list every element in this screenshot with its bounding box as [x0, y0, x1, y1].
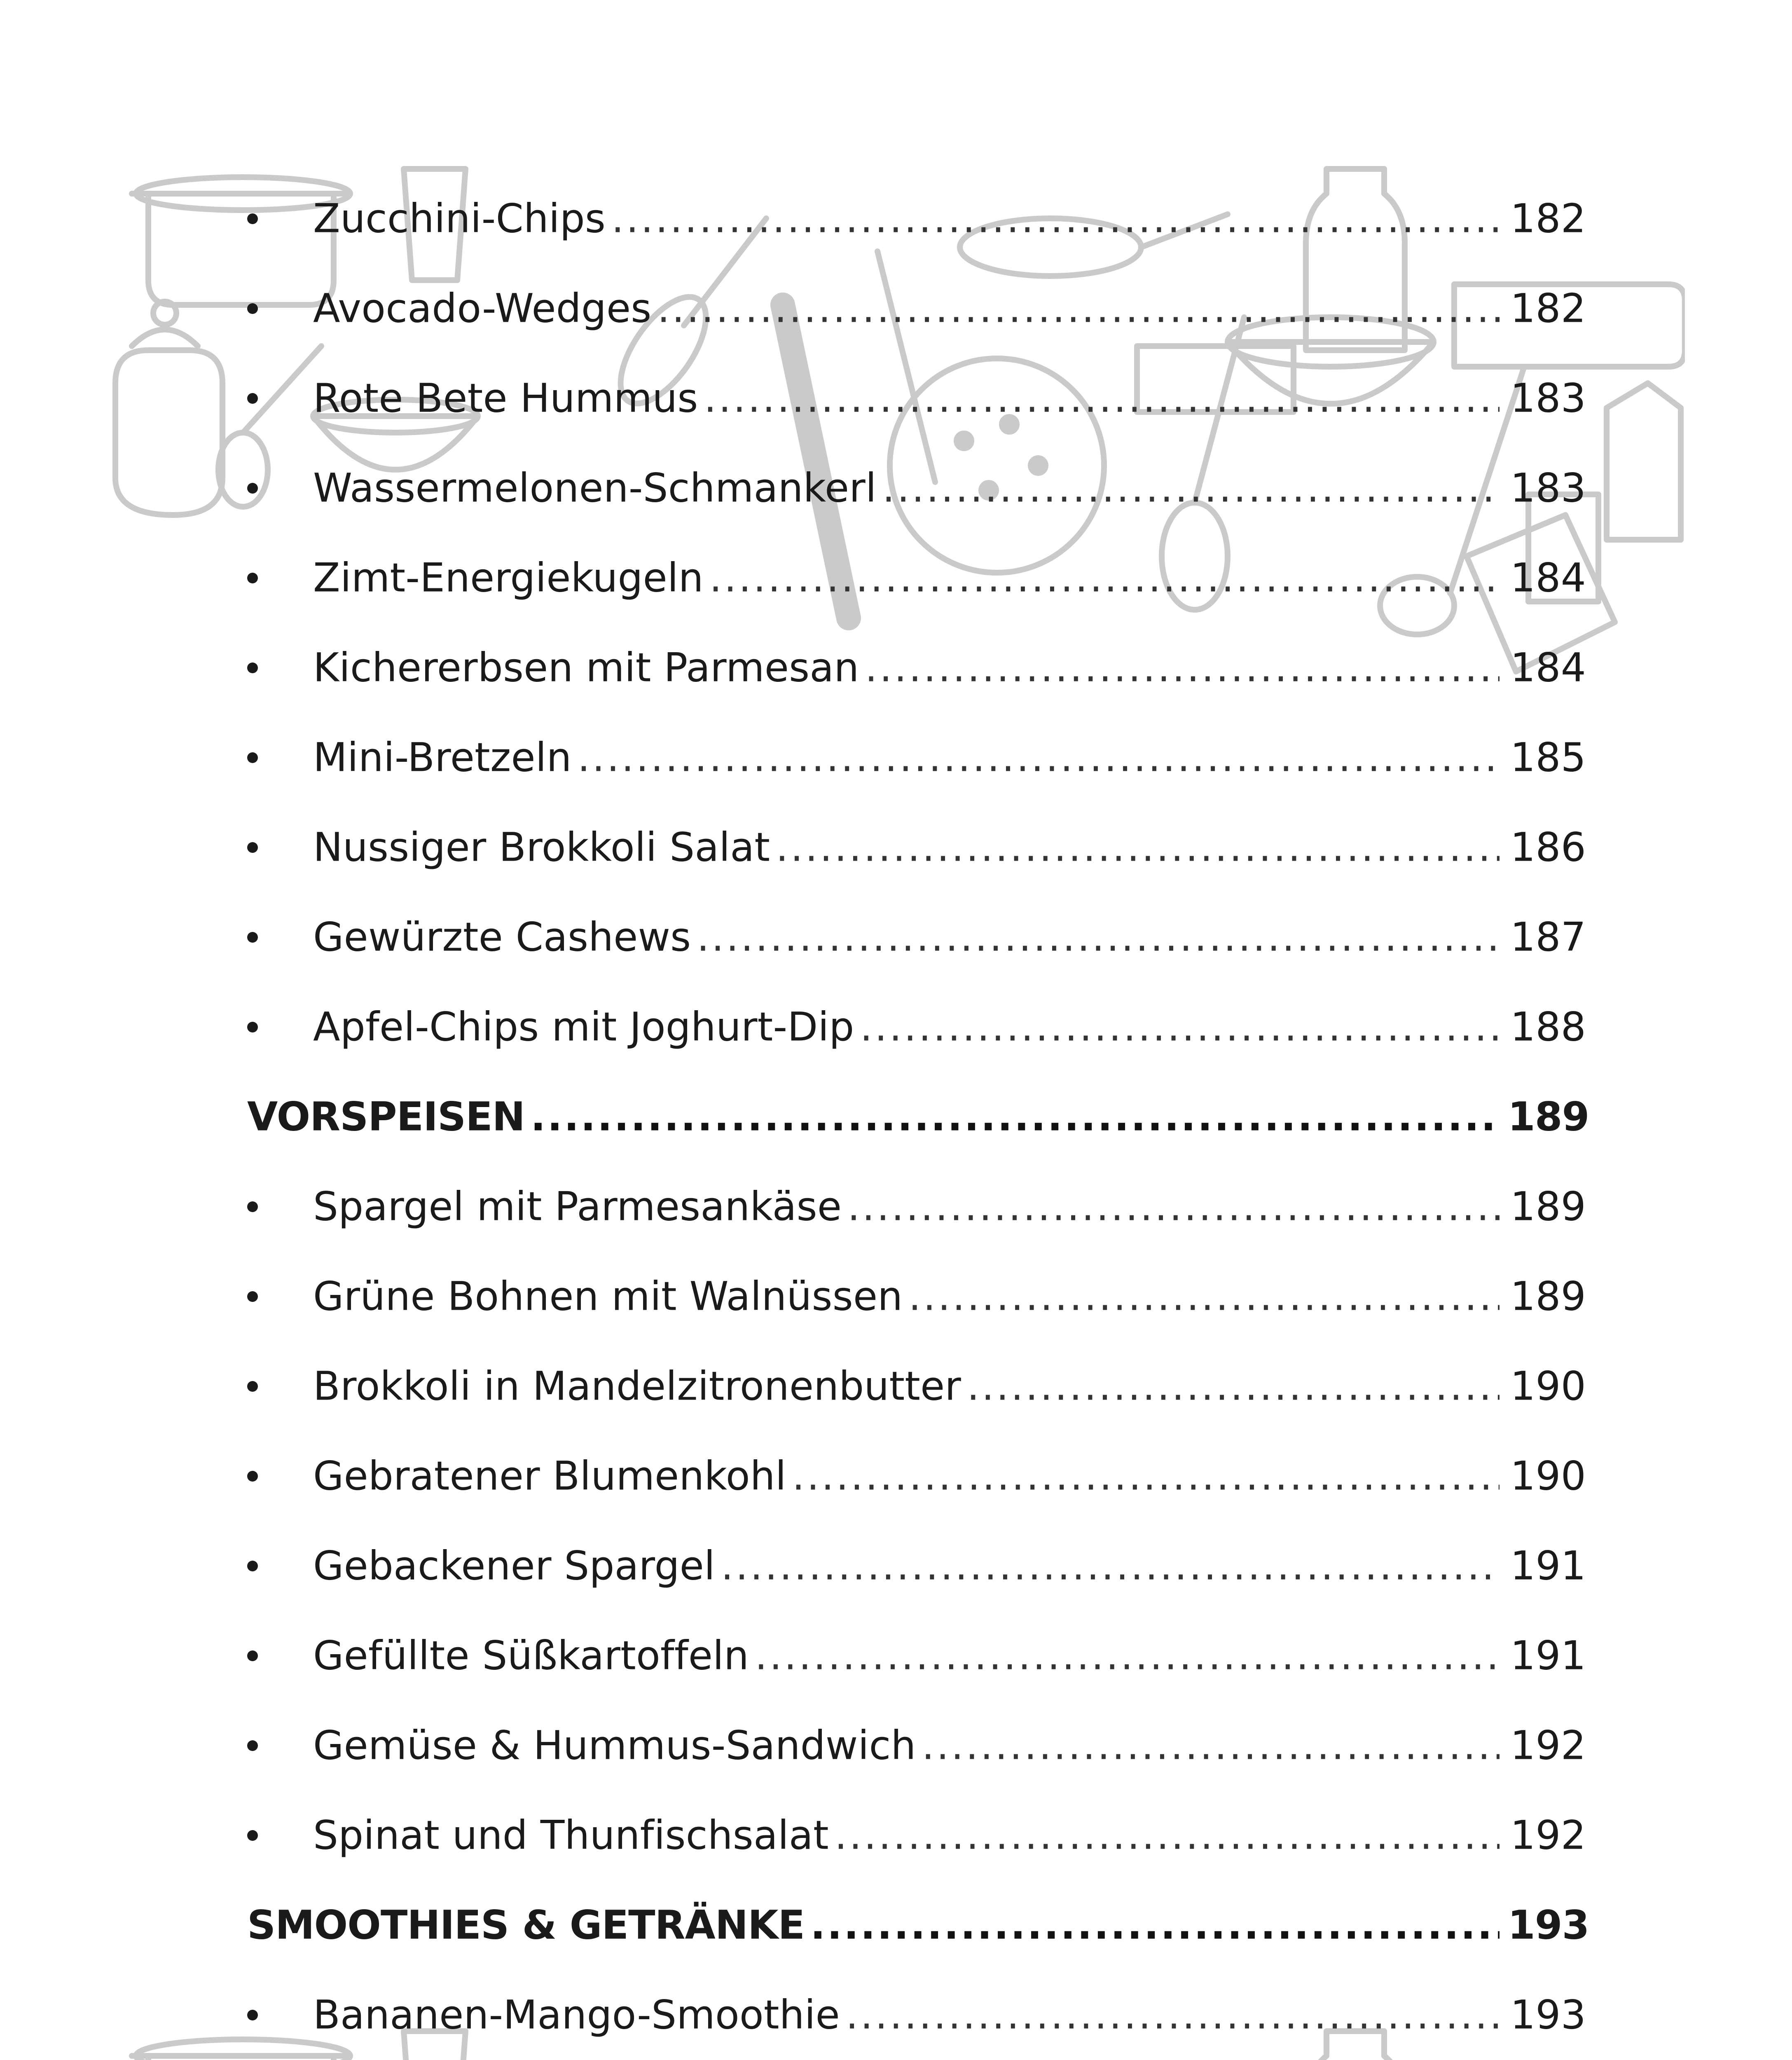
toc-entry[interactable] [247, 353, 1586, 443]
bullet-icon [247, 1740, 258, 1751]
bullet-icon [247, 2010, 258, 2020]
bullet-icon [247, 842, 258, 853]
toc-entry[interactable] [247, 1252, 1586, 1341]
bullet-icon [247, 213, 258, 224]
bullet-icon [247, 393, 258, 404]
toc-entry-title: Spinat und Thunfischsalat [313, 1812, 829, 1859]
bullet-icon [247, 662, 258, 673]
toc-entry-title: Bananen-Mango-Smoothie [313, 1992, 840, 2038]
toc-entry-title-leader [313, 734, 1500, 781]
toc-entry-title-leader [313, 1003, 1500, 1051]
toc-entry-page-number: 193 [1510, 1992, 1586, 2038]
bullet-icon [247, 1381, 258, 1392]
bullet-icon [247, 573, 258, 583]
toc-entry[interactable] [247, 1701, 1586, 1791]
toc-entry-page-number: 182 [1510, 195, 1586, 242]
toc-entry[interactable] [247, 892, 1586, 982]
toc-entry[interactable] [247, 713, 1586, 803]
toc-entry-title-leader [313, 1452, 1500, 1500]
toc-entry[interactable] [247, 533, 1586, 623]
toc-entry-title: Gefüllte Süßkartoffeln [313, 1632, 749, 1679]
toc-entry-title: Grüne Bohnen mit Walnüssen [313, 1273, 903, 1320]
toc-entry-title-leader [247, 1093, 1500, 1140]
toc-entry-title: SMOOTHIES & GETRÄNKE [247, 1902, 805, 1948]
toc-entry-title-leader [313, 1542, 1500, 1589]
bullet-icon [247, 1830, 258, 1841]
toc-entry[interactable] [247, 443, 1586, 533]
toc-entry-title-leader [313, 195, 1500, 242]
toc-entry-title: Zimt-Energiekugeln [313, 555, 704, 601]
bullet-icon [247, 1291, 258, 1302]
toc-entry[interactable] [247, 623, 1586, 713]
toc-entry[interactable] [247, 1431, 1586, 1521]
toc-entry-title: Avocado-Wedges [313, 285, 652, 332]
toc-entry-title-leader [313, 285, 1500, 332]
toc-entry-page-number: 190 [1510, 1363, 1586, 1409]
toc-entry-title-leader [247, 1901, 1500, 1949]
toc-entry-page-number: 189 [1510, 1273, 1586, 1320]
bullet-icon [247, 932, 258, 943]
toc-entry-page-number: 183 [1510, 465, 1586, 511]
toc-entry-title: Gemüse & Hummus-Sandwich [313, 1722, 916, 1769]
toc-entry-title-leader [313, 644, 1500, 691]
toc-entry-title: Gebackener Spargel [313, 1543, 715, 1589]
toc-entry-page-number: 183 [1510, 375, 1586, 421]
toc-entry[interactable] [247, 1162, 1586, 1252]
toc-entry-title-leader [313, 1183, 1500, 1230]
toc-entry-title-leader [313, 824, 1500, 871]
toc-entry-page-number: 192 [1510, 1812, 1586, 1859]
toc-entry-title-leader [313, 464, 1500, 512]
bullet-icon [247, 752, 258, 763]
toc-entry-title-leader [313, 1991, 1500, 2039]
toc-entry-title-leader [313, 1273, 1500, 1320]
bullet-icon [247, 483, 258, 494]
toc-entry[interactable] [247, 264, 1586, 353]
bullet-icon [247, 1561, 258, 1571]
toc-entry-page-number: 192 [1510, 1722, 1586, 1769]
toc-entry[interactable] [247, 174, 1586, 264]
toc-entry-title: Gebratener Blumenkohl [313, 1453, 786, 1499]
toc-entry-title-leader [313, 1632, 1500, 1679]
bullet-icon [247, 1471, 258, 1482]
table-of-contents [247, 174, 1589, 2060]
toc-entry-page-number: 186 [1510, 824, 1586, 871]
toc-entry-page-number: 193 [1508, 1902, 1589, 1948]
toc-entry-title-leader [313, 1812, 1500, 1859]
toc-entry-title-leader [313, 1362, 1500, 1410]
toc-section-heading[interactable] [247, 1072, 1589, 1162]
toc-entry-page-number: 191 [1510, 1543, 1586, 1589]
toc-entry-title-leader [313, 1722, 1500, 1769]
bullet-icon [247, 1201, 258, 1212]
toc-entry[interactable] [247, 1521, 1586, 1611]
toc-entry-page-number: 188 [1510, 1004, 1586, 1050]
toc-entry-title: Brokkoli in Mandelzitronenbutter [313, 1363, 962, 1409]
toc-entry-title-leader [313, 554, 1500, 602]
toc-entry-title: Rote Bete Hummus [313, 375, 698, 421]
toc-entry-page-number: 185 [1510, 734, 1586, 781]
toc-entry-page-number: 191 [1510, 1632, 1586, 1679]
toc-entry[interactable] [247, 1341, 1586, 1431]
bullet-icon [247, 303, 258, 314]
toc-entry-title: Mini-Bretzeln [313, 734, 572, 781]
bullet-icon [247, 1650, 258, 1661]
toc-entry[interactable] [247, 982, 1586, 1072]
bullet-icon [247, 1022, 258, 1032]
toc-entry-title-leader [313, 913, 1500, 961]
toc-entry-title: Spargel mit Parmesankäse [313, 1183, 842, 1230]
toc-entry-title: Gewürzte Cashews [313, 914, 691, 960]
toc-entry-page-number: 187 [1510, 914, 1586, 960]
toc-entry-title: Wassermelonen-Schmankerl [313, 465, 877, 511]
toc-entry-page-number: 184 [1510, 555, 1586, 601]
toc-entry-page-number: 182 [1510, 285, 1586, 332]
toc-entry-page-number: 190 [1510, 1453, 1586, 1499]
toc-entry[interactable] [247, 803, 1586, 892]
toc-entry[interactable] [247, 1791, 1586, 1880]
toc-entry-title: Zucchini-Chips [313, 195, 606, 242]
toc-entry-title-leader [313, 375, 1500, 422]
toc-entry-page-number: 189 [1508, 1093, 1589, 1140]
toc-entry-page-number: 189 [1510, 1183, 1586, 1230]
toc-entry[interactable] [247, 1970, 1586, 2060]
toc-entry[interactable] [247, 1611, 1586, 1701]
toc-entry-title: Kichererbsen mit Parmesan [313, 644, 859, 691]
toc-entry-title: Apfel-Chips mit Joghurt-Dip [313, 1004, 854, 1050]
toc-entry-title: VORSPEISEN [247, 1093, 525, 1140]
toc-entry-title: Nussiger Brokkoli Salat [313, 824, 770, 871]
toc-entry-page-number: 184 [1510, 644, 1586, 691]
toc-section-heading[interactable] [247, 1880, 1589, 1970]
